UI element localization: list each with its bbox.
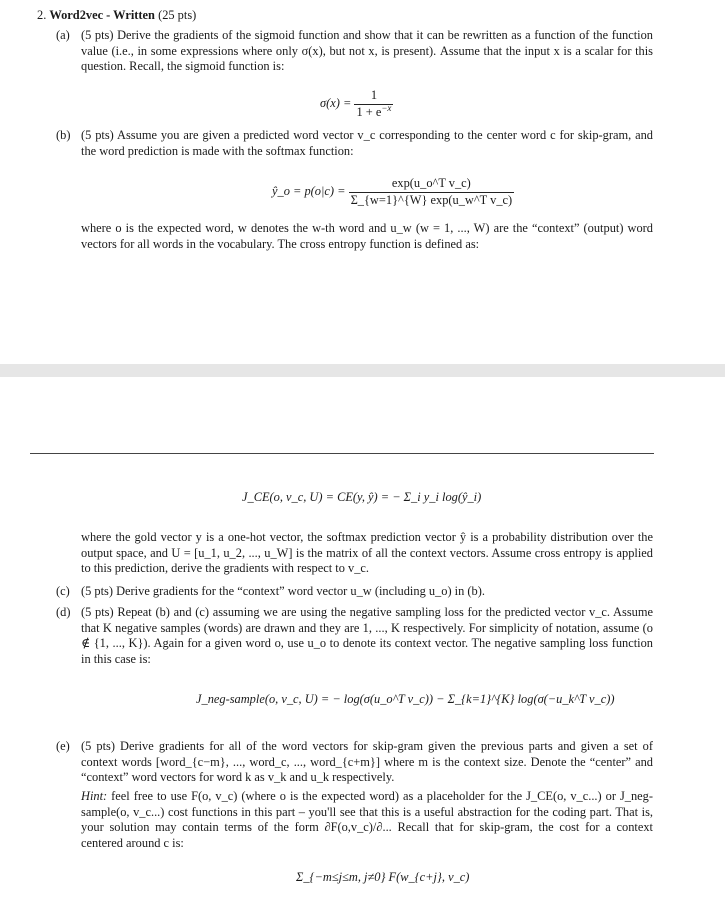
sigmoid-equation bbox=[320, 88, 393, 120]
sigmoid-numerator: 1 bbox=[370, 88, 378, 102]
question-title bbox=[37, 8, 196, 24]
part-b-text: (5 pts) Assume you are given a predicted word vector v_c corresponding to the center word c for skip-gram, and the word prediction is made with the softmax function: bbox=[81, 128, 653, 158]
part-d-label: (d) bbox=[56, 605, 71, 619]
softmax-equation bbox=[272, 176, 514, 208]
part-c-label: (c) bbox=[56, 584, 70, 598]
part-a-text: (5 pts) Derive the gradients of the sigmoid function and show that it can be rewritten as a function of the function value (i.e., in some expressions where only σ(x), but not x, is present). Assume that the input x is a scalar for this question. Recall, the sigmoid function is: bbox=[81, 28, 653, 74]
softmax-denominator: Σ_{w=1}^{W} exp(u_w^T v_c) bbox=[350, 192, 513, 207]
softmax-fraction bbox=[349, 176, 515, 208]
part-e-label: (e) bbox=[56, 739, 70, 753]
part-e-hint bbox=[81, 789, 653, 851]
part-a-label: (a) bbox=[56, 28, 70, 42]
sigmoid-denominator-base: 1 + e bbox=[356, 104, 382, 119]
hint-text: feel free to use F(o, v_c) (where o is the expected word) as a placeholder for the J_CE(o, v_c...) or J_neg-sample(o, v_c...) cost functions in this part – you'll see that this is a useful abstraction for the coding part. That is, your solution may contain terms of the form ∂F(o,v_c)/∂... Recall that for skip-gram, the cost for a context centered around c is: bbox=[81, 789, 653, 850]
skipgram-cost-equation: Σ_{−m≤j≤m, j≠0} F(w_{c+j}, v_c) bbox=[296, 870, 470, 884]
part-d-text: (5 pts) Repeat (b) and (c) assuming we are using the negative sampling loss for the predicted vector v_c. Assume that K negative samples (words) are drawn and they are 1, ..., K respectively. For simplicity of notation, assume (o ∉ {1, ..., K}). Again for a given word o, use u_o to denote its context vector. The negative sampling loss function in this case is: bbox=[81, 605, 653, 666]
question-number: 2. bbox=[37, 8, 47, 22]
sigmoid-fraction bbox=[354, 88, 393, 120]
horizontal-rule bbox=[30, 453, 654, 454]
sigmoid-lhs: σ(x) = bbox=[320, 95, 352, 110]
sigmoid-exponent: −x bbox=[381, 102, 392, 113]
sigmoid-denominator bbox=[354, 104, 393, 121]
hint-label: Hint: bbox=[81, 789, 108, 803]
negative-sampling-equation: J_neg-sample(o, v_c, U) = − log(σ(u_o^T v_c)) − Σ_{k=1}^{K} log(σ(−u_k^T v_c)) bbox=[196, 692, 615, 706]
cross-entropy-equation: J_CE(o, v_c, U) = CE(y, ŷ) = − Σ_i y_i log(ŷ_i) bbox=[242, 490, 482, 504]
part-e-text: (5 pts) Derive gradients for all of the word vectors for skip-gram given the previous parts and given a set of context words [word_{c−m}, ..., word_c, ..., word_{c+m}] where m is the context size. Denote the “center” and “context” word vectors for word k as v_k and u_k respectively. bbox=[81, 739, 653, 785]
cross-entropy-text: where the gold vector y is a one-hot vector, the softmax prediction vector ŷ is a probability distribution over the output space, and U = [u_1, u_2, ..., u_W] is the matrix of all the context vectors. Assume cross entropy is applied to this prediction, derive the gradients with respect to v_c. bbox=[81, 530, 653, 576]
page-break bbox=[0, 364, 725, 377]
part-c-text: (5 pts) Derive gradients for the “context” word vector u_w (including u_o) in (b). bbox=[81, 584, 485, 598]
softmax-numerator: exp(u_o^T v_c) bbox=[391, 176, 471, 190]
question-name: Word2vec - Written bbox=[49, 8, 155, 22]
part-b-label: (b) bbox=[56, 128, 71, 142]
question-points: (25 pts) bbox=[158, 8, 197, 22]
part-b-text2: where o is the expected word, w denotes the w-th word and u_w (w = 1, ..., W) are the “context” (output) word vectors for all words in the vocabulary. The cross entropy function is defined as: bbox=[81, 221, 653, 251]
softmax-lhs: ŷ_o = p(o|c) = bbox=[272, 183, 346, 198]
